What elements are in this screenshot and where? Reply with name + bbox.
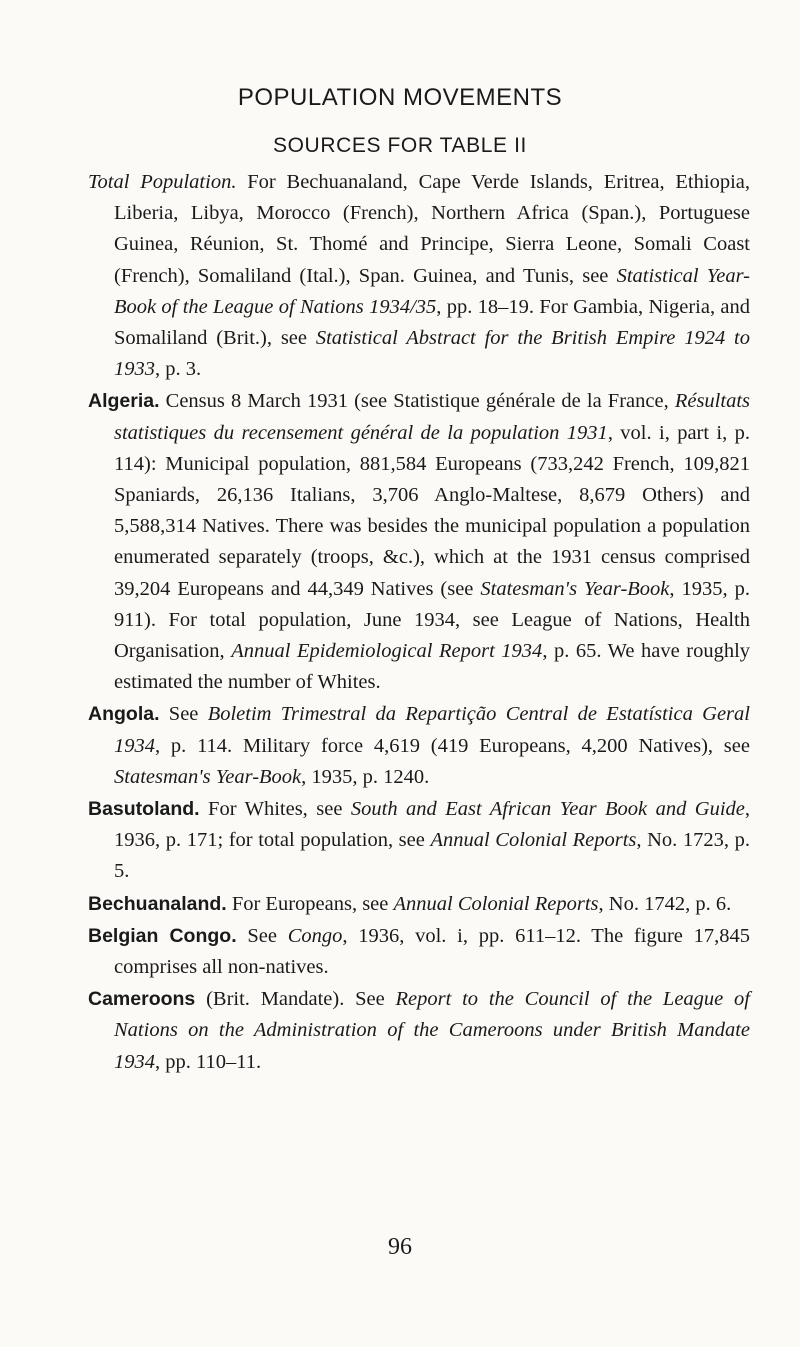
publication-title: Congo bbox=[287, 924, 343, 947]
entry-heading: Total Population. bbox=[88, 171, 237, 193]
entry-text: For Bechuanaland, Cape Verde Islands, Eritrea, Ethiopia, Liberia, Libya, Morocco (French), Northern Africa (Span.), Portuguese Guinea, Réunion, St. Thomé and Principe, Sierra Leone, Somali Coast (French), Somaliland (Ital.), Span. Guinea, and Tunis, see bbox=[114, 171, 750, 287]
publication-title: Report to the Council of the League of Nations on the Administration of the Cameroons under British Mandate 1934 bbox=[114, 988, 750, 1073]
publication-title: Annual Colonial Reports bbox=[430, 829, 637, 852]
entry-text: See bbox=[159, 703, 208, 726]
page-number: 96 bbox=[388, 1234, 412, 1260]
entry-text: , No. 1723, p. 5. bbox=[114, 829, 750, 883]
entry-text: , pp. 110–11. bbox=[155, 1050, 262, 1073]
entry-text: , 1936, vol. i, pp. 611–12. The figure 17,845 comprises all non-natives. bbox=[114, 924, 750, 979]
entry-text: , 1935, p. 1240. bbox=[301, 765, 430, 788]
entry-text: See bbox=[236, 924, 288, 947]
entry-text: , vol. i, part i, p. 114): Municipal population, 881,584 Europeans (733,242 French, 109,821 Spaniards, 26,136 Italians, 3,706 Anglo-Maltese, 8,679 Others) and 5,588,314 Natives. There was besides the municipal population a population enumerated separately (troops, &c.), which at the 1931 census comprised 39,204 Europeans and 44,349 Natives (see bbox=[114, 421, 751, 600]
entry-text: , p. 65. We have roughly estimated the number of Whites. bbox=[114, 640, 751, 694]
entry-text: , p. 3. bbox=[155, 358, 202, 381]
entry-text: For Europeans, see bbox=[226, 892, 394, 915]
sources-list bbox=[88, 167, 750, 1079]
source-entry-basutoland bbox=[88, 794, 750, 888]
source-entry-bechuanaland bbox=[88, 889, 750, 920]
entry-heading: Cameroons bbox=[88, 988, 196, 1011]
entry-text: (Brit. Mandate). See bbox=[195, 988, 396, 1011]
publication-title: Annual Epidemiological Report 1934 bbox=[231, 640, 543, 663]
publication-title: Statistical Abstract for the British Empire 1924 to 1933 bbox=[114, 327, 750, 381]
entry-text: , pp. 18–19. For Gambia, Nigeria, and Somaliland (Brit.), see bbox=[114, 295, 750, 350]
section-title: SOURCES FOR TABLE II bbox=[273, 134, 527, 157]
publication-title: South and East African Year Book and Guide bbox=[350, 798, 745, 821]
entry-text: , 1936, p. 171; for total population, see bbox=[114, 798, 751, 852]
entry-heading: Angola. bbox=[88, 703, 160, 726]
entry-text: Census 8 March 1931 (see Statistique générale de la France, bbox=[159, 390, 675, 413]
source-entry-total-population bbox=[88, 167, 750, 385]
publication-title: Statesman's Year-Book bbox=[480, 577, 670, 600]
source-entry-angola bbox=[88, 699, 750, 793]
entry-text: , No. 1742, p. 6. bbox=[598, 892, 732, 915]
entry-heading: Bechuanaland. bbox=[88, 892, 227, 915]
publication-title: Annual Colonial Reports bbox=[393, 892, 599, 915]
source-entry-belgian-congo bbox=[88, 921, 750, 983]
entry-heading: Basutoland. bbox=[88, 798, 200, 821]
publication-title: Statesman's Year-Book bbox=[114, 765, 302, 788]
entry-heading: Belgian Congo. bbox=[88, 924, 237, 947]
running-head: POPULATION MOVEMENTS bbox=[237, 84, 563, 111]
entry-text: , p. 114. Military force 4,619 (419 Europeans, 4,200 Natives), see bbox=[155, 734, 750, 757]
entry-text: , 1935, p. 911). For total population, June 1934, see League of Nations, Health Organisation, bbox=[114, 577, 751, 663]
source-entry-cameroons bbox=[88, 984, 750, 1078]
publication-title: Boletim Trimestral da Repartição Central de Estatística Geral 1934 bbox=[114, 703, 750, 757]
entry-heading: Algeria. bbox=[88, 390, 160, 413]
publication-title: Résultats statistiques du recensement général de la population 1931 bbox=[114, 390, 750, 444]
entry-text: For Whites, see bbox=[199, 798, 351, 821]
source-entry-algeria bbox=[88, 386, 750, 698]
publication-title: Statistical Year-Book of the League of Nations 1934/35 bbox=[114, 264, 750, 318]
